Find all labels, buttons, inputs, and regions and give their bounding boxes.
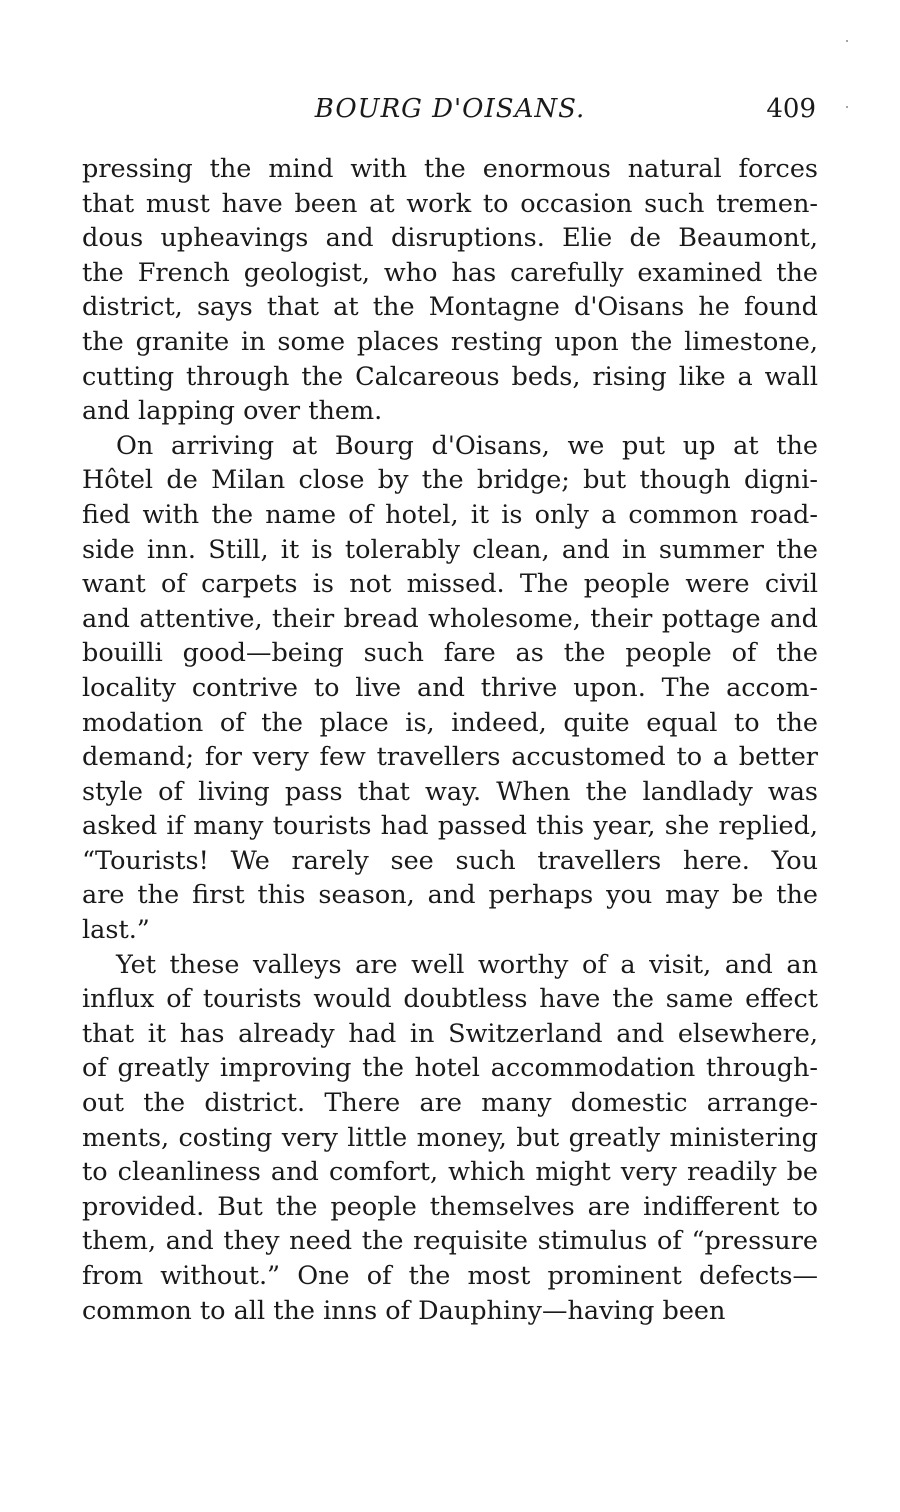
text-line: asked if many tourists had passed this year, she replied, xyxy=(82,811,818,842)
running-title: BOURG D'OISANS. xyxy=(314,94,586,124)
text-line: out the district. There are many domestic arrange- xyxy=(82,1088,818,1119)
text-line: are the first this season, and perhaps you may be the xyxy=(82,880,818,911)
text-line: that it has already had in Switzerland and elsewhere, xyxy=(82,1018,818,1049)
text-line: provided. But the people themselves are indifferent to xyxy=(82,1191,818,1222)
running-head xyxy=(82,94,818,134)
scan-speck xyxy=(846,40,848,42)
scan-speck xyxy=(846,106,848,108)
text-line: fied with the name of hotel, it is only a common road- xyxy=(82,499,818,530)
text-line: style of living pass that way. When the landlady was xyxy=(82,776,818,807)
text-line: On arriving at Bourg d'Oisans, we put up at the xyxy=(116,430,818,461)
text-line: cutting through the Calcareous beds, rising like a wall xyxy=(82,361,818,392)
text-line: and lapping over them. xyxy=(82,396,383,427)
text-line: last.” xyxy=(82,915,150,946)
text-line: district, says that at the Montagne d'Oisans he found xyxy=(82,292,818,323)
text-line: of greatly improving the hotel accommodation through- xyxy=(82,1053,818,1084)
text-line: want of carpets is not missed. The people were civil xyxy=(82,569,818,600)
page-number: 409 xyxy=(766,94,816,124)
text-line: “Tourists! We rarely see such travellers here. You xyxy=(82,845,818,876)
text-line: Hôtel de Milan close by the bridge; but though digni- xyxy=(82,465,818,496)
text-line: locality contrive to live and thrive upon. The accom- xyxy=(82,672,818,703)
text-line: to cleanliness and comfort, which might very readily be xyxy=(82,1157,818,1188)
text-line: and attentive, their bread wholesome, their pottage and xyxy=(82,603,818,634)
text-line: common to all the inns of Dauphiny—having been xyxy=(82,1295,726,1326)
text-line: from without.” One of the most prominent defects— xyxy=(82,1261,818,1291)
text-line: the French geologist, who has carefully examined the xyxy=(82,257,818,288)
text-line: demand; for very few travellers accustomed to a better xyxy=(82,742,818,773)
paragraph xyxy=(82,429,818,948)
body-text xyxy=(82,152,818,1328)
text-line: ments, costing very little money, but greatly ministering xyxy=(82,1122,818,1153)
text-line: bouilli good—being such fare as the people of the xyxy=(82,638,818,669)
text-line: dous upheavings and disruptions. Elie de Beaumont, xyxy=(82,223,818,254)
text-line: the granite in some places resting upon the limestone, xyxy=(82,326,818,357)
paragraph xyxy=(82,948,818,1329)
text-line: Yet these valleys are well worthy of a visit, and an xyxy=(116,949,818,980)
text-line: modation of the place is, indeed, quite equal to the xyxy=(82,707,818,738)
paragraph xyxy=(82,152,818,429)
text-line: them, and they need the requisite stimulus of “pressure xyxy=(82,1226,818,1257)
text-line: pressing the mind with the enormous natural forces xyxy=(82,154,818,184)
text-line: that must have been at work to occasion such tremen- xyxy=(82,188,818,219)
text-line: side inn. Still, it is tolerably clean, and in summer the xyxy=(82,534,818,565)
text-line: influx of tourists would doubtless have the same effect xyxy=(82,984,818,1015)
